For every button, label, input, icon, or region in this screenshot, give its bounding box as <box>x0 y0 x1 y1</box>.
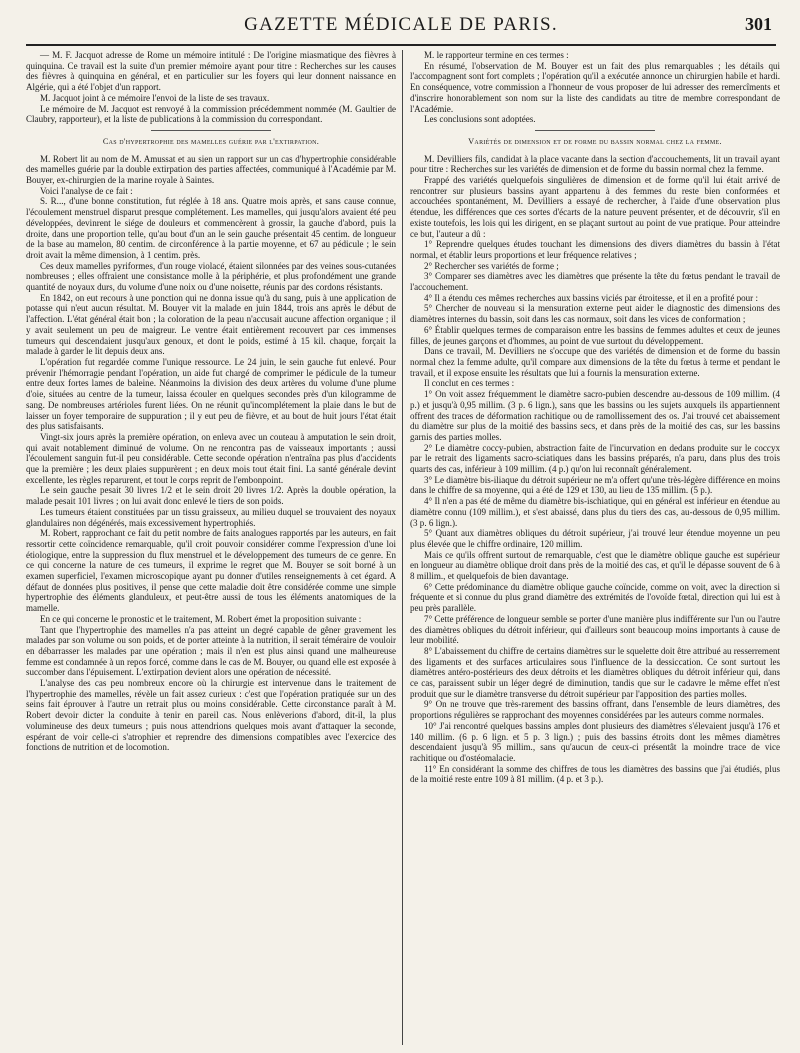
paragraph: M. Devilliers fils, candidat à la place vacante dans la section d'accouchements, lit un travail ayant pour titre : Recherches sur les variétés de dimension et de forme du bassin normal chez la femme. <box>410 153 780 175</box>
paragraph: Le sein gauche pesait 30 livres 1/2 et le sein droit 20 livres 1/2. Après la double opération, la malade pesait 101 livres ; on lui avait donc enlevé le tiers de son poids. <box>26 485 396 507</box>
list-item: 3° Le diamètre bis-iliaque du détroit supérieur ne m'a offert qu'une très-légère différence en moins dans le chiffre de sa moyenne, qui a été de 129 et 130, au lieu de 135 millim. (5 p.). <box>410 474 780 496</box>
paragraph: Les tumeurs étaient constituées par un tissu graisseux, au milieu duquel se trouvaient des noyaux glandulaires non dégénérés, mais excessivement hypertrophiés. <box>26 506 396 528</box>
paragraph: L'opération fut regardée comme l'unique ressource. Le 24 juin, le sein gauche fut enlevé. Pour prévenir l'hémorragie pendant l'opération, un aide fut chargé de comprimer le pédicule de la tumeur entre deux fortes lames de baleine. Néanmoins la division des deux artères du volume d'une plume d'oie, situées au centre de la tumeur, laissa écouler en quelques secondes près d'un kilogramme de sang. De nombreuses artérioles furent liées. On ne réunit qu'incomplétement la plaie dans le but de laisser un foyer temporaire de suppuration ; il y eut peu de fièvre, et au bout de huit jours l'état était des plus satisfaisants. <box>26 356 396 432</box>
paragraph: En résumé, l'observation de M. Bouyer est un fait des plus remarquables ; les détails qui l'accompagnent sont fort complets ; l'opération qu'il a exécutée annonce un chirurgien habile et hardi. En conséquence, votre commission a l'honneur de vous proposer de lui adresser des remercîments et d'inscrire honorablement son nom sur la liste des candidats au titre de membre correspondant de l'Académie. <box>410 60 780 114</box>
list-item: 6° Établir quelques termes de comparaison entre les bassins de femmes adultes et ceux de jeunes filles, de jeunes garçons et d'hommes, au point de vue surtout du développement. <box>410 324 780 346</box>
list-item: 9° On ne trouve que très-rarement des bassins offrant, dans l'ensemble de leurs diamètres, des proportions régulières se rapprochant des moyennes considérées par les auteurs comme normales. <box>410 699 780 721</box>
list-item: 3° Comparer ses diamètres avec les diamètres que présente la tête du fœtus pendant le travail de l'accouchement. <box>410 271 780 293</box>
list-item: 2° Rechercher ses variétés de forme ; <box>424 260 559 271</box>
section-heading: Variétés de dimension et de forme du bassin normal chez la femme. <box>468 136 722 146</box>
right-column <box>410 50 780 1045</box>
list-item: 4° Il a étendu ces mêmes recherches aux bassins viciés par étroitesse, et il en a profité pour : <box>424 292 758 303</box>
separator <box>535 130 655 131</box>
list-item: 2° Le diamètre coccy-pubien, abstraction faite de l'incurvation en dedans produite sur le coccyx par le retrait des ligaments sacro-sciatiques dans les bassins préparés, n'a paru, dans plus des trois quarts des cas, inférieur à 109 millim. (4 p.) qu'on lui reconnaît généralement. <box>410 442 780 475</box>
paragraph: Tant que l'hypertrophie des mamelles n'a pas atteint un degré capable de gêner gravement les malades par son volume ou son poids, et de porter atteinte à la nutrition, il serait téméraire de vouloir en débarrasser les malades par une opération ; mais il n'en est plus ainsi quand une malheureuse femme est condamnée à un repos forcé, comme dans le cas de M. Bouyer, ou quand elle est exposée à succomber dans l'épuisement. L'extirpation devient alors une opération de nécessité. <box>26 624 396 678</box>
left-column <box>26 50 396 1045</box>
paragraph: En 1842, on eut recours à une ponction qui ne donna issue qu'à du sang, puis à une application de potasse qui n'eut aucun résultat. M. Bouyer vit la malade en juin 1844, trois ans après le début de l'affection. L'état général était bon ; la coloration de la peau n'accusait aucune affection organique ; il y avait seulement un peu de maigreur. Le ventre était entièrement recouvert par ces immenses tumeurs qui descendaient jusqu'aux genoux, et dont le poids, estimé à 15 kil. chaque, forçait la malade à garder le lit depuis deux ans. <box>26 292 396 357</box>
page-number: 301 <box>745 14 772 34</box>
paragraph: Dans ce travail, M. Devilliers ne s'occupe que des variétés de dimension et de forme du bassin normal chez la femme adulte, qu'il compare aux dimensions de la tête du fœtus à terme et pendant le travail, et il expose ensuite les résultats que lui a fournis la mensuration externe. <box>410 346 780 378</box>
paragraph: M. le rapporteur termine en ces termes : <box>424 50 569 60</box>
paragraph: L'analyse des cas peu nombreux encore où la chirurgie est intervenue dans le traitement de l'hypertrophie des mamelles, révèle un fait assez curieux : c'est que l'opération pratiquée sur un des seins fait éprouver à l'autre un retrait plus ou moins considérable. Cette circonstance paraît à M. Robert devoir dicter la conduite à tenir en pareil cas. Nous enlèverions d'abord, dit-il, la plus volumineuse des deux tumeurs ; puis nous attendrions quelques mois avant d'attaquer la seconde, espérant de voir celle-ci s'atrophier et reprendre des dimensions compatibles avec l'exercice des fonctions de nutrition et de locomotion. <box>26 678 396 753</box>
list-item: 8° L'abaissement du chiffre de certains diamètres sur le squelette doit être attribué au resserrement des ligaments et des surfaces articulaires sous l'influence de la dessiccation. Ce sont surtout les diamètres antéro-postérieurs des deux détroits et les diamètres obliques du détroit inférieur qui, dans ce cas, paraissent subir un léger degré de diminution, tandis que sur le cadavre le même effet n'est produit que sur le diamètre transverse du détroit supérieur par l'apposition des parties molles. <box>410 645 780 699</box>
paragraph: Ces deux mamelles pyriformes, d'un rouge violacé, étaient silonnées par des veines sous-cutanées nombreuses ; elles offraient une consistance molle à la périphérie, et plus profondément une grande quantité de noyaux durs, du volume d'une noix ou d'une noisette, réunis par des cordons résistants. <box>26 260 396 293</box>
list-item: 5° Quant aux diamètres obliques du détroit supérieur, j'ai trouvé leur étendue moyenne un peu plus élevée que le chiffre ordinaire, 120 millim. <box>410 528 780 549</box>
list-item: 1° Reprendre quelques études touchant les dimensions des divers diamètres du bassin à l'état normal, et établir leurs proportions et leur fréquence relatives ; <box>410 239 780 260</box>
paragraph: M. Robert lit au nom de M. Amussat et au sien un rapport sur un cas d'hypertrophie considérable des mamelles guérie par la double extirpation des parties affectées, communiqué à l'Académie par M. Bouyer, ex-chirurgien de la marine royale à Saintes. <box>26 153 396 186</box>
page-header <box>26 14 776 46</box>
list-item: 6° Cette prédominance du diamètre oblique gauche coïncide, comme on voit, avec la direction si fréquente et si connue du plus grand diamètre des extrémités de l'ovoïde fœtal, direction qui lui est à peu près parallèle. <box>410 581 780 614</box>
paragraph: M. Jacquot joint à ce mémoire l'envoi de la liste de ses travaux. <box>40 92 270 103</box>
paragraph: — M. F. Jacquot adresse de Rome un mémoire intitulé : De l'origine miasmatique des fièvres à quinquina. Ce travail est la suite d'un premier mémoire ayant pour titre : Recherches sur les causes des fièvres à quinquina en général, et en particulier sur les foyers qui leur donnent naissance en Algérie, qui a été l'objet d'un rapport. <box>26 50 396 93</box>
list-item: 5° Chercher de nouveau si la mensuration externe peut aider le diagnostic des dimensions des diamètres internes du bassin, soit dans les cas normaux, soit dans les vices de conformation ; <box>410 303 780 325</box>
paragraph: Vingt-six jours après la première opération, on enleva avec un couteau à amputation le sein droit, qui avait notablement diminué de volume. On ne rencontra pas de vaisseaux importants ; aussi l'écoulement sanguin fut-il peu considérable. Cette seconde opération n'entraîna pas plus d'accidents que la première ; les deux plaies suppurèrent ; en deux mois tout était fini. La santé générale devint excellente, les règles reparurent, et tout le corps reprit de l'embonpoint. <box>26 431 396 485</box>
paragraph: Frappé des variétés quelquefois singulières de dimension et de forme qu'il lui était arrivé de rencontrer sur plusieurs bassins ayant appartenu à des femmes du reste bien conformées et accouchées spontanément, M. Devilliers a essayé de rechercher, à l'aide d'une observation plus étendue, les différences que ces sortes d'écarts de la nature peuvent présenter, et de découvrir, s'il en existe toutefois, les lois qui les dirigent, en se plaçant surtout au point de vue pratique. Pour atteindre ce but, l'auteur a dû : <box>410 175 780 239</box>
list-item: 10° J'ai rencontré quelques bassins amples dont plusieurs des diamètres s'élevaient jusqu'à 176 et 140 millim. (6 p. 6 lign. et 5 p. 3 lign.) ; puis des bassins étroits dont les mêmes diamètres descendaient jusqu'à 95 millim., sans qu'aucun de ceux-ci présentât la moindre trace de vice rachitique ou d'ostéomalacie. <box>410 720 780 763</box>
paragraph: Le mémoire de M. Jacquot est renvoyé à la commission précédemment nommée (M. Gaultier de Claubry, rapporteur), et la liste de publications à la commission du correspondant. <box>26 103 396 125</box>
separator <box>151 130 271 131</box>
paragraph: Voici l'analyse de ce fait : <box>40 185 133 196</box>
section-heading: Cas d'hypertrophie des mamelles guérie par l'extirpation. <box>102 136 320 146</box>
column-divider <box>402 50 403 1045</box>
paragraph: En ce qui concerne le pronostic et le traitement, M. Robert émet la proposition suivante : <box>40 613 362 624</box>
paragraph: M. Robert, rapprochant ce fait du petit nombre de faits analogues rapportés par les auteurs, en fait ressortir cette coïncidence remarquable, qu'il croit pouvoir considérer comme l'expression d'une loi étiologique, entre la suppression du flux menstruel et le développement des tumeurs de ce genre. En ce qui concerne la nature de ces tumeurs, il exprime le regret que M. Bouyer se soit borné à un examen superficiel, l'examen microscopique ayant pu donner d'utiles renseignements à cet égard. A défaut de données plus positives, il pense que cette maladie doit être considérée comme une simple hypertrophie des éléments glanduleux, et peut-être aussi de tous les éléments anatomiques de la mamelle. <box>26 528 396 614</box>
list-item: 7° Cette préférence de longueur semble se porter d'une manière plus indifférente sur l'un ou l'autre des diamètres obliques du détroit inférieur, qui d'ailleurs sont beaucoup moins importants à cause de leur mobilité. <box>410 613 780 646</box>
paragraph: Il conclut en ces termes : <box>424 378 515 389</box>
list-item: 4° Il n'en a pas été de même du diamètre bis-ischiatique, qui en général est inférieur en étendue au diamètre connu (109 millim.), et s'est abaissé, dans plus du tiers des cas, au-dessous de 0,95 millim. (3 p. 6 lign.). <box>410 496 780 528</box>
list-item: 11° En considérant la somme des chiffres de tous les diamètres des bassins que j'ai étudiés, plus de la moitié reste entre 109 à 81 millim. (4 p. et 3 p.). <box>410 763 780 785</box>
paragraph: Les conclusions sont adoptées. <box>424 114 536 125</box>
paragraph: S. R..., d'une bonne constitution, fut réglée à 18 ans. Quatre mois après, et sans cause connue, l'écoulement menstruel disparut presque complétement. Les mamelles, qui jusqu'alors avaient été peu développées, devinrent le siége de douleurs et commencèrent à grossir, la gauche d'abord, puis la droite, dans une proportion telle, qu'au bout d'un an le sein gauche présentait 45 centim. de longueur de la base au mamelon, 80 centim. de circonférence à la partie moyenne, et 67 au pédicule ; le sein droit avait la même dimension, à 1 centim. près. <box>26 196 396 260</box>
list-item: 1° On voit assez fréquemment le diamètre sacro-pubien descendre au-dessous de 109 millim. (4 p.) et jusqu'à 0,95 millim. (3 p. 6 lign.), sans que les bassins ou les sujets auxquels ils appartiennent offrent des traces de déformation rachitique ou de ramollissement des os. J'ai trouvé cet abaissement du diamètre sur plus de la moitié des bassins secs, et dans près de la moitié des cas, sur les bassins garnis des parties molles. <box>410 389 780 442</box>
paragraph: Mais ce qu'ils offrent surtout de remarquable, c'est que le diamètre oblique gauche est supérieur en longueur au diamètre oblique droit dans près de la moitié des cas, et qu'il le dépasse souvent de 6 à 8 millim., et quelquefois de bien davantage. <box>410 549 780 582</box>
journal-title: GAZETTE MÉDICALE DE PARIS. <box>244 14 558 35</box>
